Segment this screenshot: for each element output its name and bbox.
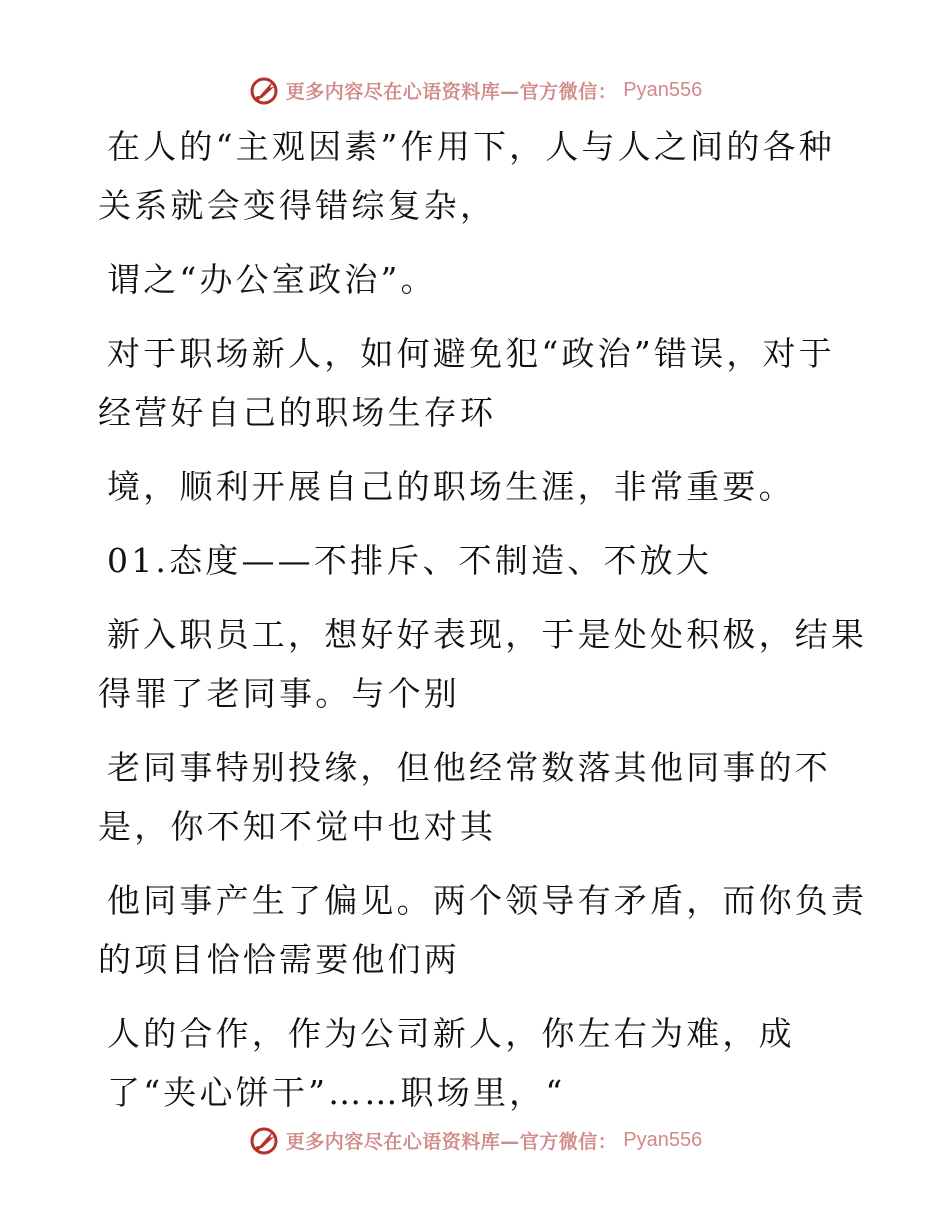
header-watermark	[0, 70, 950, 110]
text-line: 的项目恰恰需要他们两	[98, 940, 460, 979]
text-line: 新入职员工，想好好表现，于是处处积极，结果	[107, 615, 868, 654]
text-line: 是，你不知不觉中也对其	[98, 807, 497, 846]
text-line: 老同事特别投缘，但他经常数落其他同事的不	[107, 748, 831, 787]
watermark-wechat-id: Pyan556	[623, 78, 703, 101]
watermark-wechat-id: Pyan556	[623, 1128, 703, 1151]
section-heading: 01.态度——不排斥、不制造、不放大	[107, 541, 713, 580]
text-line: 人的合作，作为公司新人，你左右为难，成	[107, 1014, 795, 1053]
text-line: 谓之“办公室政治”。	[107, 260, 437, 299]
text-line: 关系就会变得错综复杂，	[98, 186, 497, 225]
watermark-text: 更多内容尽在心语资料库—官方微信：	[285, 1130, 618, 1153]
text-line: 了“夹心饼干”……职场里，“	[107, 1073, 566, 1112]
text-line: 对于职场新人，如何避免犯“政治”错误，对于	[107, 334, 835, 373]
text-line: 经营好自己的职场生存环	[98, 393, 497, 432]
quill-logo-icon	[248, 74, 280, 106]
text-line: 他同事产生了偏见。两个领导有矛盾，而你负责	[107, 881, 868, 920]
text-line: 得罪了老同事。与个别	[98, 674, 460, 713]
text-line: 境，顺利开展自己的职场生涯，非常重要。	[107, 467, 795, 506]
watermark-text: 更多内容尽在心语资料库—官方微信：	[285, 80, 618, 103]
quill-logo-icon	[248, 1124, 280, 1156]
footer-watermark	[0, 1120, 950, 1160]
text-line: 在人的“主观因素”作用下，人与人之间的各种	[107, 127, 835, 166]
